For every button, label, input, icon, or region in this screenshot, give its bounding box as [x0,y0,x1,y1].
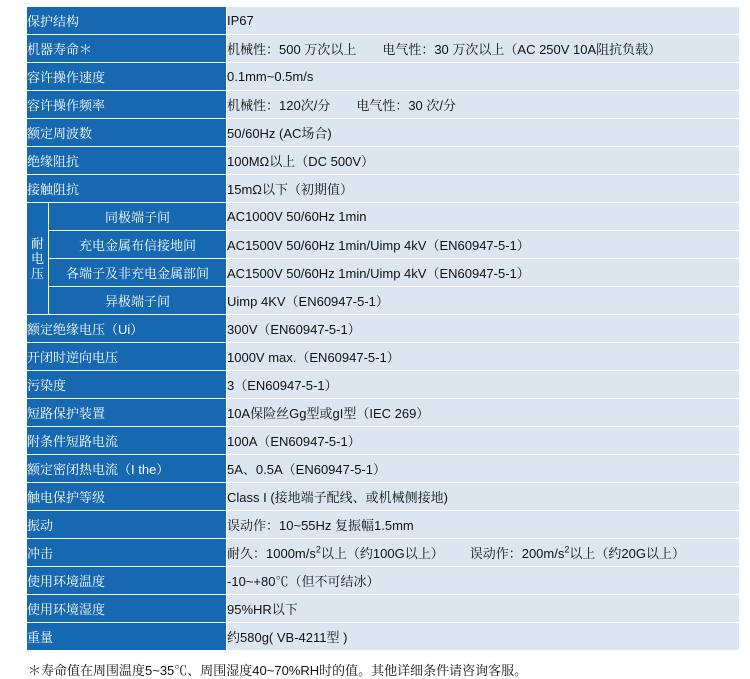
sub-row-label: 同极端子间 [49,203,227,231]
row-label: 接触阻抗 [27,175,227,203]
table-row-shock [27,539,740,567]
row-label: 额定密闭热电流（I the） [27,455,227,483]
row-value: 5A、0.5A（EN60947-5-1） [227,455,740,483]
specification-table [26,6,740,651]
row-label: 冲击 [27,539,227,567]
row-value-part-1: 机械性：500 万次以上 [227,42,357,57]
table-row [27,567,740,595]
shock-endurance-mid: 以上（约100G以上） [320,546,444,561]
row-value: 1000V max.（EN60947-5-1） [227,343,740,371]
row-label: 重量 [27,623,227,651]
sub-row-label: 异极端子间 [49,287,227,315]
table-row [27,35,740,63]
sub-row-label: 各端子及非充电金属部间 [49,259,227,287]
row-label: 容许操作速度 [27,63,227,91]
table-row [27,623,740,651]
table-row [27,175,740,203]
table-row-withstand-2 [27,231,740,259]
row-label: 污染度 [27,371,227,399]
sub-row-value: AC1000V 50/60Hz 1min [227,203,740,231]
shock-endurance-pre: 耐久：1000m/s [227,546,316,561]
table-row [27,455,740,483]
withstand-voltage-group-label [27,203,49,315]
shock-malfunction-sup: 2 [564,544,570,555]
sub-row-value: AC1500V 50/60Hz 1min/Uimp 4kV（EN60947-5-1） [227,259,740,287]
table-row-withstand-3 [27,259,740,287]
row-label: 短路保护装置 [27,399,227,427]
row-label: 容许操作频率 [27,91,227,119]
table-row-withstand-1 [27,203,740,231]
row-label: 触电保护等级 [27,483,227,511]
table-row [27,91,740,119]
table-row [27,343,740,371]
table-row [27,63,740,91]
sub-row-label: 充电金属布信接地间 [49,231,227,259]
row-value: -10~+80℃（但不可结冰） [227,567,740,595]
row-value [227,35,740,63]
table-row [27,147,740,175]
row-value: 15mΩ以下（初期值） [227,175,740,203]
row-value [227,91,740,119]
table-row [27,119,740,147]
shock-malfunction-pre: 误动作：200m/s [469,546,565,561]
row-value: IP67 [227,7,740,35]
withstand-char-2: 电 [30,250,44,266]
row-label: 额定绝缘电压（Ui） [27,315,227,343]
row-value-part-1: 机械性：120次/分 [227,98,331,113]
row-label: 机器寿命＊ [27,35,227,63]
withstand-char-3: 压 [30,266,44,282]
table-row [27,7,740,35]
shock-endurance-sup: 2 [315,544,321,555]
row-label: 保护结构 [27,7,227,35]
row-label: 附条件短路电流 [27,427,227,455]
row-value: Class I (接地端子配线、或机械侧接地) [227,483,740,511]
row-value: 误动作：10~55Hz 复振幅1.5mm [227,511,740,539]
row-label: 振动 [27,511,227,539]
sub-row-value: Uimp 4KV（EN60947-5-1） [227,287,740,315]
shock-malfunction-mid: 以上（约20G以上） [569,546,685,561]
withstand-char-1: 耐 [30,235,44,251]
table-row-withstand-4 [27,287,740,315]
row-value-part-2: 电气性：30 万次以上（AC 250V 10A阻抗负载） [382,42,662,57]
footnote: ＊寿命值在周围温度5~35℃、周围湿度40~70%RH时的值。其他详细条件请咨询客服。 [28,663,528,678]
row-value: 10A保险丝Gg型或gI型（IEC 269） [227,399,740,427]
sub-row-value: AC1500V 50/60Hz 1min/Uimp 4kV（EN60947-5-1） [227,231,740,259]
row-label: 开闭时逆向电压 [27,343,227,371]
table-row [27,399,740,427]
row-label: 额定周波数 [27,119,227,147]
table-row [27,427,740,455]
table-row [27,371,740,399]
row-label: 绝缘阻抗 [27,147,227,175]
table-row [27,483,740,511]
table-row [27,315,740,343]
row-value: 50/60Hz (AC场合) [227,119,740,147]
row-label: 使用环境湿度 [27,595,227,623]
table-row [27,511,740,539]
row-value: 100A（EN60947-5-1） [227,427,740,455]
row-value [227,539,740,567]
row-value: 95%HR以下 [227,595,740,623]
row-value: 100MΩ以上（DC 500V） [227,147,740,175]
row-value: 约580g( VB-4211型 ) [227,623,740,651]
row-value: 0.1mm~0.5m/s [227,63,740,91]
row-value-part-2: 电气性：30 次/分 [356,98,457,113]
row-value: 3（EN60947-5-1） [227,371,740,399]
row-label: 使用环境温度 [27,567,227,595]
table-row [27,595,740,623]
row-value: 300V（EN60947-5-1） [227,315,740,343]
